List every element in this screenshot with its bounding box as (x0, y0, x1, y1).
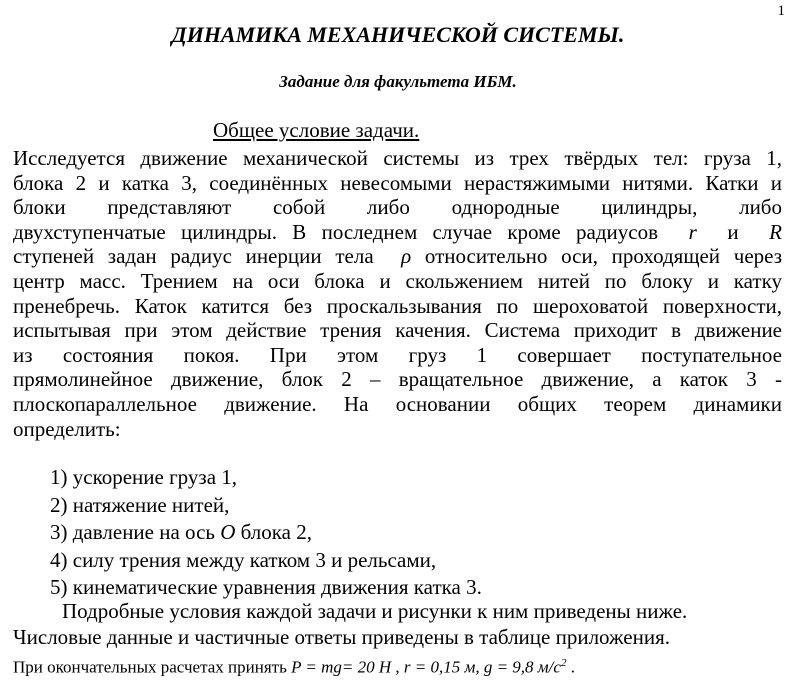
closing-line-1: Подробные условия каждой задачи и рисунки к ним приведены ниже. (62, 599, 688, 623)
closing-paragraph (13, 598, 687, 650)
task-list (50, 464, 482, 602)
paragraph-line: Исследуется движение механической системы из трех твёрдых тел: груза 1, (13, 146, 782, 170)
list-item-5: 5) кинематические уравнения движения катка 3. (50, 575, 482, 599)
page-number: 1 (777, 3, 785, 19)
list-item-3 (50, 519, 482, 547)
final-note-end: . (570, 657, 575, 677)
list-item-4: 4) силу трения между катком 3 и рельсами, (50, 547, 437, 572)
list-item-3-tail: блока 2, (240, 520, 312, 544)
symbol-R: R (769, 219, 782, 244)
symbol-O: O (220, 520, 236, 544)
paragraph-line: определить: (13, 416, 121, 441)
paragraph-line: прямолинейное движение, блок 2 – вращательное движение, а каток 3 - (13, 367, 782, 392)
paragraph-line-text: ступеней задан радиус инерции тела (13, 244, 374, 269)
closing-line-2: Числовые данные и частичные ответы приведены в таблице приложения. (13, 625, 670, 649)
final-calculation-note (13, 657, 575, 678)
formula-exponent: 2 (560, 657, 567, 669)
document-title: ДИНАМИКА МЕХАНИЧЕСКОЙ СИСТЕМЫ. (171, 22, 625, 47)
main-paragraph (13, 146, 782, 441)
paragraph-line: центр масс. Трением на оси блока и скольжением нитей по блоку и катку (13, 268, 782, 293)
paragraph-line: блоки представляют собой либо однородные цилиндры, либо (13, 195, 782, 220)
symbol-rho: ρ (401, 244, 412, 269)
paragraph-line: из состояния покоя. При этом груз 1 совершает поступательное (13, 342, 782, 367)
paragraph-line: плоскопараллельное движение. На основании общих теорем динамики (13, 391, 782, 416)
and-word: и (727, 219, 739, 244)
formula: P = mg= 20 Н , r = 0,15 м, g = 9,8 м/с (291, 657, 561, 677)
paragraph-line-text: двухступенчатые цилиндры. В последнем случае кроме радиусов (13, 219, 658, 244)
list-item-1: 1) ускорение груза 1, (50, 465, 238, 489)
paragraph-line (13, 220, 782, 245)
paragraph-line-tail: относительно оси, проходящей через (424, 244, 783, 269)
list-item-3-text: 3) давление на ось (50, 520, 215, 544)
paragraph-line: блока 2 и катка 3, соединённых невесомыми нерастяжимыми нитями. Катки и (13, 170, 782, 195)
document-subtitle: Задание для факультета ИБМ. (279, 72, 517, 91)
paragraph-line: испытывая при этом действие трения качения. Система приходит в движение (13, 318, 782, 343)
section-heading: Общее условие задачи. (213, 118, 420, 142)
final-note-text: При окончательных расчетах принять (13, 657, 287, 677)
paragraph-line: пренебречь. Каток катится без проскальзывания по шероховатой поверхности, (13, 293, 782, 318)
list-item-2: 2) натяжение нитей, (50, 492, 230, 517)
paragraph-line (13, 244, 782, 269)
symbol-r: r (688, 219, 697, 244)
